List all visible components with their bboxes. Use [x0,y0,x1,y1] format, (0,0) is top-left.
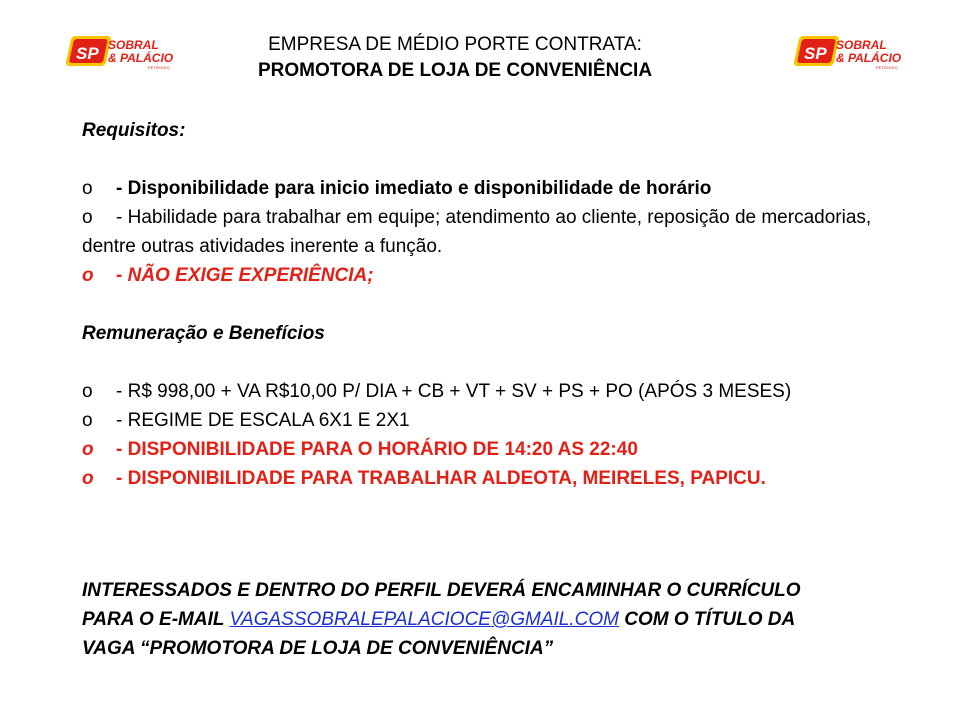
sobral-palacio-logo-right [790,34,908,72]
logo-name-line1: SOBRAL [108,38,159,52]
requisito-item [82,174,882,203]
requisitos-title: Requisitos: [82,120,186,141]
logo-mark: SP [76,44,99,63]
sobral-palacio-logo-left [62,34,180,72]
logo-name-line2: & PALÁCIO [108,51,174,65]
logo-name-line1: SOBRAL [836,38,887,52]
application-instructions [82,576,882,663]
instructions-line2-prefix: PARA O E-MAIL [82,609,225,630]
logo-tagline: PETROLEO [148,65,170,70]
bullet-marker: o [82,207,93,228]
requisito-text: - Habilidade para trabalhar em equipe; atendimento ao cliente, reposição de mercadorias, dentre outras atividades inerente a função. [82,207,872,257]
header-position-title: PROMOTORA DE LOJA DE CONVENIÊNCIA [257,60,653,81]
email-link[interactable]: VAGASSOBRALEPALACIOCE@GMAIL.COM [229,609,619,630]
logo-name-line2: & PALÁCIO [836,51,902,65]
beneficio-text: - R$ 998,00 + VA R$10,00 P/ DIA + CB + VT + SV + PS + PO (APÓS 3 MESES) [116,381,792,402]
beneficio-text: - REGIME DE ESCALA 6X1 E 2X1 [116,410,410,431]
beneficio-item [82,377,882,406]
header-line1: EMPRESA DE MÉDIO PORTE CONTRATA: [268,34,642,55]
posting-content [82,116,882,493]
requisito-text: - Disponibilidade para inicio imediato e disponibilidade de horário [116,178,712,199]
instructions-line2 [82,605,882,634]
posting-header [240,32,670,84]
instructions-line1: INTERESSADOS E DENTRO DO PERFIL DEVERÁ ENCAMINHAR O CURRÍCULO [82,580,801,601]
instructions-line2-suffix: COM O TÍTULO DA [624,609,796,630]
bullet-marker: o [82,178,93,199]
requisito-item-highlight [82,261,882,290]
bullet-marker: o [82,439,94,460]
beneficio-text: - DISPONIBILIDADE PARA TRABALHAR ALDEOTA, MEIRELES, PAPICU. [116,468,766,489]
requisito-item [82,203,882,261]
beneficio-item-highlight [82,464,882,493]
logo-tagline: PETROLEO [876,65,898,70]
bullet-marker: o [82,468,94,489]
remuneracao-title: Remuneração e Benefícios [82,323,325,344]
logo-mark: SP [804,44,827,63]
beneficio-text: - DISPONIBILIDADE PARA O HORÁRIO DE 14:20 AS 22:40 [116,439,638,460]
requisito-text: - NÃO EXIGE EXPERIÊNCIA; [116,265,374,286]
bullet-marker: o [82,381,93,402]
beneficio-item-highlight [82,435,882,464]
bullet-marker: o [82,265,94,286]
bullet-marker: o [82,410,93,431]
instructions-line3: VAGA “PROMOTORA DE LOJA DE CONVENIÊNCIA” [82,638,554,659]
beneficio-item [82,406,882,435]
